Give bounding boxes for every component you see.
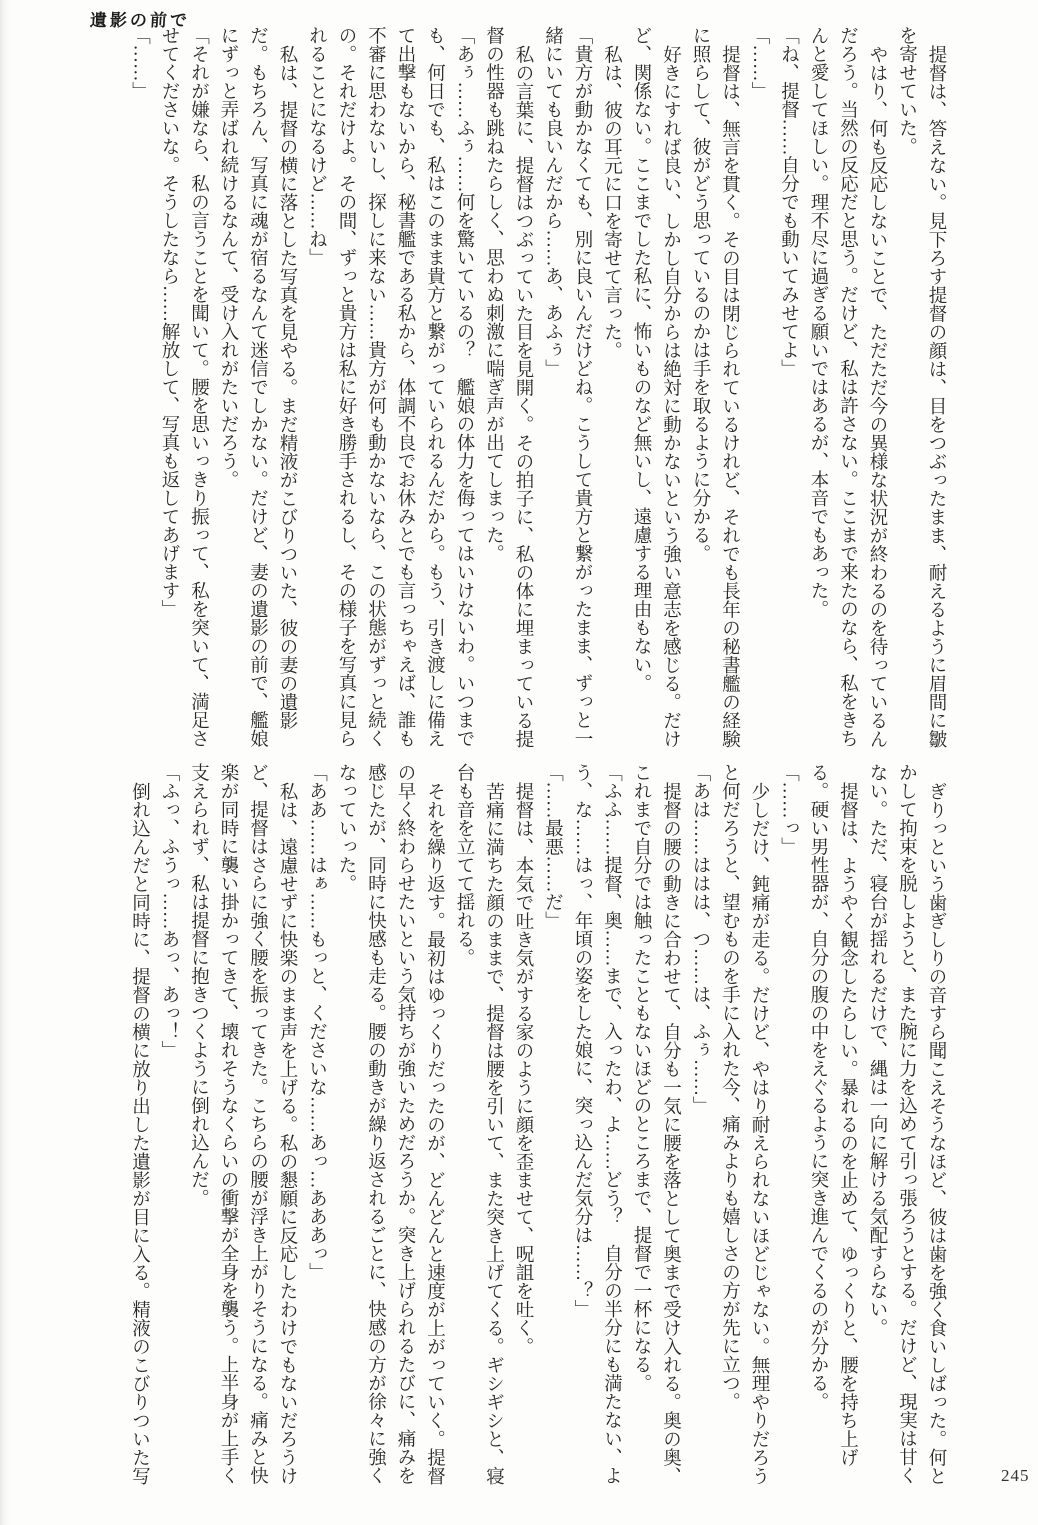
- text-block-bottom: [124, 763, 950, 1489]
- paragraph: ぎりっという歯ぎしりの音すら聞こえそうなほど、彼は歯を強く食いしばった。何とかして拘束を脱しようと、また腕に力を込めて引っ張ろうとする。だけど、現実は甘くない。ただ、寝台が揺れるだけで、縄は一向に解ける気配すらない。: [867, 763, 946, 1485]
- paragraph: 「ね、提督……自分でも動いてみせてよ」: [778, 26, 799, 378]
- paragraph: 提督は、答えない。見下ろす提督の顔は、目をつぶったまま、耐えるように眉間に皺を寄せていた。: [896, 26, 946, 748]
- paragraph: やはり、何も反応しないことで、ただただ今の異様な状況が終わるのを待っているんだろう。当然の反応だと思う。だけど、私は許さない。ここまで来たのなら、私をきちんと愛してほしい。理不尽に過ぎる願いではあるが、本音でもあった。: [808, 26, 887, 748]
- paragraph: 私は、提督の横に落とした写真を見やる。まだ精液がこびりついた、彼の妻の遺影だ。もちろん、写真に魂が宿るなんて迷信でしかない。だけど、妻の遺影の前で、艦娘にずっと弄ばれ続けるなんて、受け入れがたいだろう。: [218, 26, 297, 748]
- paragraph: 少しだけ、鈍痛が走る。だけど、やはり耐えられないほどじゃない。無理やりだろうと何だろうと、望むものを手に入れた今、痛みよりも嬉しさの方が先に立つ。: [719, 763, 769, 1485]
- text-block-top: [124, 26, 950, 748]
- paragraph: 苦痛に満ちた顔のままで、提督は腰を引いて、また突き上げてくる。ギシギシと、寝台も音を立てて揺れる。: [454, 763, 504, 1485]
- paragraph: 「ふふ……提督、奥……まで、入ったわ、よ……どう？ 自分の半分にも満たない、よう、な……はっ、年頃の姿をした娘に、突っ込んだ気分は……？」: [572, 763, 622, 1485]
- paragraph: 「ふっ、ふうっ……あっ、あっ！」: [159, 763, 179, 1059]
- paragraph: 倒れ込んだと同時に、提督の横に放り出した遺影が目に入る。精液のこびりついた写: [129, 781, 150, 1485]
- paragraph: 「あは……ははは、つ……は、ふぅ……」: [690, 763, 710, 1115]
- paragraph: 「……最悪……だ」: [542, 763, 563, 930]
- paragraph: 私は、遠慮せずに快楽のまま声を上げる。私の懇願に反応したわけでもないだろうけど、提督はさらに強く腰を振ってきた。こちらの腰が浮き上がりそうになる。痛みと快楽が同時に襲い掛かってきて、壊れそうなくらいの衝撃が全身を襲う。上半身が上手く支えられず、私は提督に抱きつくように倒れ込んだ。: [188, 763, 297, 1485]
- paragraph: 「……」: [129, 26, 150, 100]
- paragraph: 私は、彼の耳元に口を寄せて言った。: [601, 44, 622, 359]
- paragraph: 「貴方が動かなくても、別に良いんだけどね。こうして貴方と繋がったまま、ずっと一緒にいても良いんだから……あ、あふぅ」: [542, 26, 592, 748]
- running-header-title: 遺影の前で: [89, 11, 191, 30]
- paragraph: 「……」: [749, 26, 769, 100]
- paragraph: 好きにすれば良い、しかし自分からは絶対に動かないという強い意志を感じる。だけど、関係ない。ここまでした私に、怖いものなど無いし、遠慮する理由もない。: [631, 26, 681, 748]
- paragraph: 「それが嫌なら、私の言うことを聞いて。腰を思いっきり振って、私を突いて、満足させてくださいな。そうしたなら……解放して、写真も返してあげます」: [159, 26, 209, 748]
- paragraph: 提督は、ようやく観念したらしい。暴れるのを止めて、ゆっくりと、腰を持ち上げる。硬い男性器が、自分の腹の中をえぐるように突き進んでくるのが分かる。: [808, 763, 858, 1466]
- scan-edge-shading: [0, 0, 10, 1525]
- paragraph: それを繰り返す。最初はゆっくりだったのが、どんどんと速度が上がっていく。提督の早く終わらせたいという気持ちが強いためだろうか。突き上げられるたびに、痛みを感じたが、同時に快感も走る。腰の動きが繰り返されるごとに、快感の方が徐々に強くなっていった。: [336, 763, 445, 1485]
- paragraph: 「あぅ……ふぅ……何を驚いているの？ 艦娘の体力を侮ってはいけないわ。いつまでも、何日でも、私はこのまま貴方と繋がっていられるんだから。もう、引き渡しに備えて出撃もないから、秘書艦である私から、体調不良でお休みとでも言っちゃえば、誰も不審に思わないし、探しに来ない……貴方が何も動かないなら、この状態がずっと続くの。それだけよ。その間、ずっと貴方は私に好き勝手されるし、その様子を写真に見られることになるけど……ね」: [306, 26, 474, 748]
- paragraph: 私の言葉に、提督はつぶっていた目を見開く。その拍子に、私の体に埋まっている提督の性器も跳ねたらしく、思わぬ刺激に喘ぎ声が出てしまった。: [483, 26, 533, 748]
- page-number: 245: [1001, 1466, 1030, 1485]
- paragraph: 提督は、本気で吐き気がする家のように顔を歪ませて、呪詛を吐く。: [513, 781, 533, 1355]
- paragraph: 提督は、無言を貫く。その目は閉じられているけれど、それでも長年の秘書艦の経験に照らして、彼がどう思っているのかは手を取るように分かる。: [690, 26, 740, 748]
- paragraph: 「……っ」: [778, 763, 799, 856]
- paragraph: 「ああ……はぁ……もっと、くださいな……あっ…あああっ」: [306, 763, 327, 1281]
- paragraph: 提督の腰の動きに合わせて、自分も一気に腰を落として奥まで受け入れる。奥の奥、これまで自分では触ったこともないほどのところまで、提督で一杯になる。: [631, 763, 681, 1485]
